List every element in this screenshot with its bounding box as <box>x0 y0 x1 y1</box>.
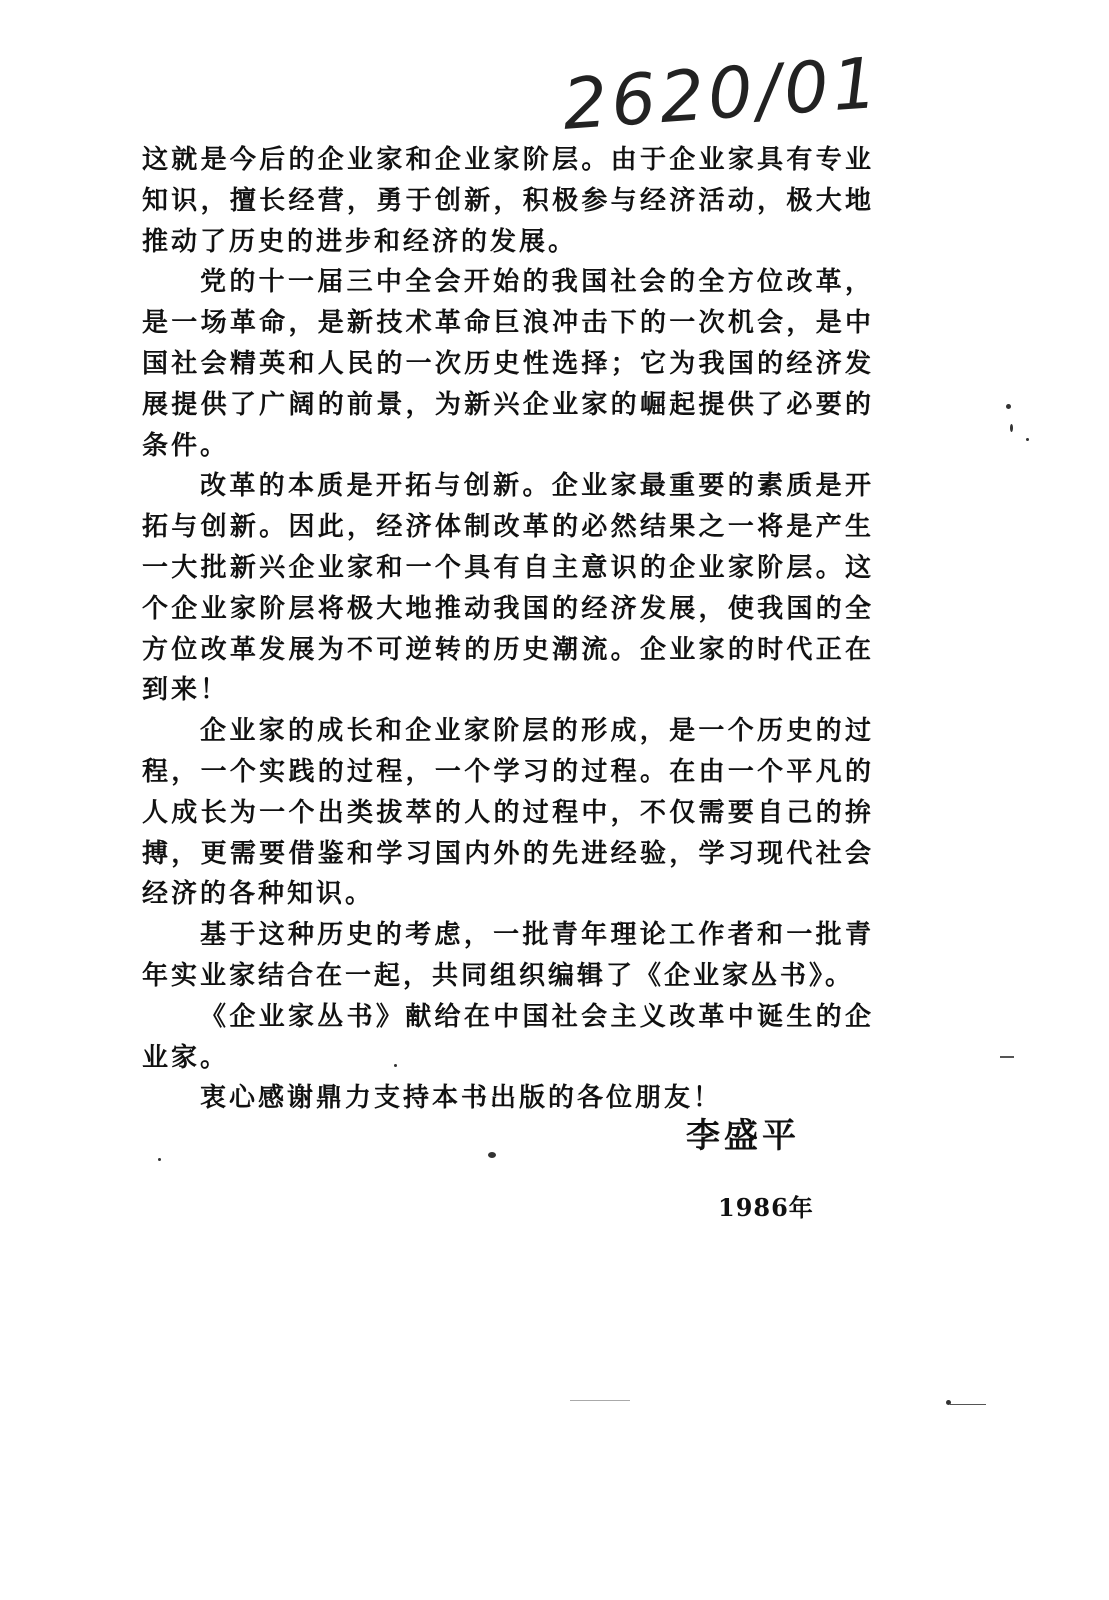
signature-date: 1986年 <box>718 1193 814 1222</box>
preface-body <box>142 140 874 1119</box>
scan-speck <box>158 1158 161 1161</box>
scan-speck <box>394 1064 397 1067</box>
scan-mark <box>950 1404 986 1405</box>
scan-mark <box>1000 1056 1014 1058</box>
scan-speck <box>1006 404 1011 409</box>
paragraph-1: 这就是今后的企业家和企业家阶层。由于企业家具有专业知识，擅长经营，勇于创新，积极参与经济活动，极大地推动了历史的进步和经济的发展。 <box>142 145 874 257</box>
paragraph-5: 基于这种历史的考虑，一批青年理论工作者和一批青年实业家结合在一起，共同组织编辑了《企业家丛书》。 <box>142 920 874 991</box>
scan-speck <box>946 1400 951 1405</box>
scan-speck <box>1010 424 1013 432</box>
scan-mark <box>570 1400 630 1401</box>
paragraph-7: 衷心感谢鼎力支持本书出版的各位朋友！ <box>200 1083 723 1114</box>
paragraph-2: 党的十一届三中全会开始的我国社会的全方位改革，是一场革命，是新技术革命巨浪冲击下的一次机会，是中国社会精英和人民的一次历史性选择；它为我国的经济发展提供了广阔的前景，为新兴企业家的崛起提供了必要的条件。 <box>142 267 874 461</box>
paragraph-3: 改革的本质是开拓与创新。企业家最重要的素质是开拓与创新。因此，经济体制改革的必然结果之一将是产生一大批新兴企业家和一个具有自主意识的企业家阶层。这个企业家阶层将极大地推动我国的经济发展，使我国的全方位改革发展为不可逆转的历史潮流。企业家的时代正在到来！ <box>142 471 874 706</box>
author-signature: 李盛平 <box>686 1116 800 1156</box>
handwritten-catalog-number: 2620/01 <box>560 41 884 146</box>
scan-speck <box>1026 438 1029 441</box>
scan-speck <box>488 1152 496 1158</box>
paragraph-6: 《企业家丛书》献给在中国社会主义改革中诞生的企业家。 <box>142 1001 874 1073</box>
paragraph-4: 企业家的成长和企业家阶层的形成，是一个历史的过程，一个实践的过程，一个学习的过程。在由一个平凡的人成长为一个出类拔萃的人的过程中，不仅需要自己的拚搏，更需要借鉴和学习国内外的先进经验，学习现代社会经济的各种知识。 <box>142 716 874 910</box>
